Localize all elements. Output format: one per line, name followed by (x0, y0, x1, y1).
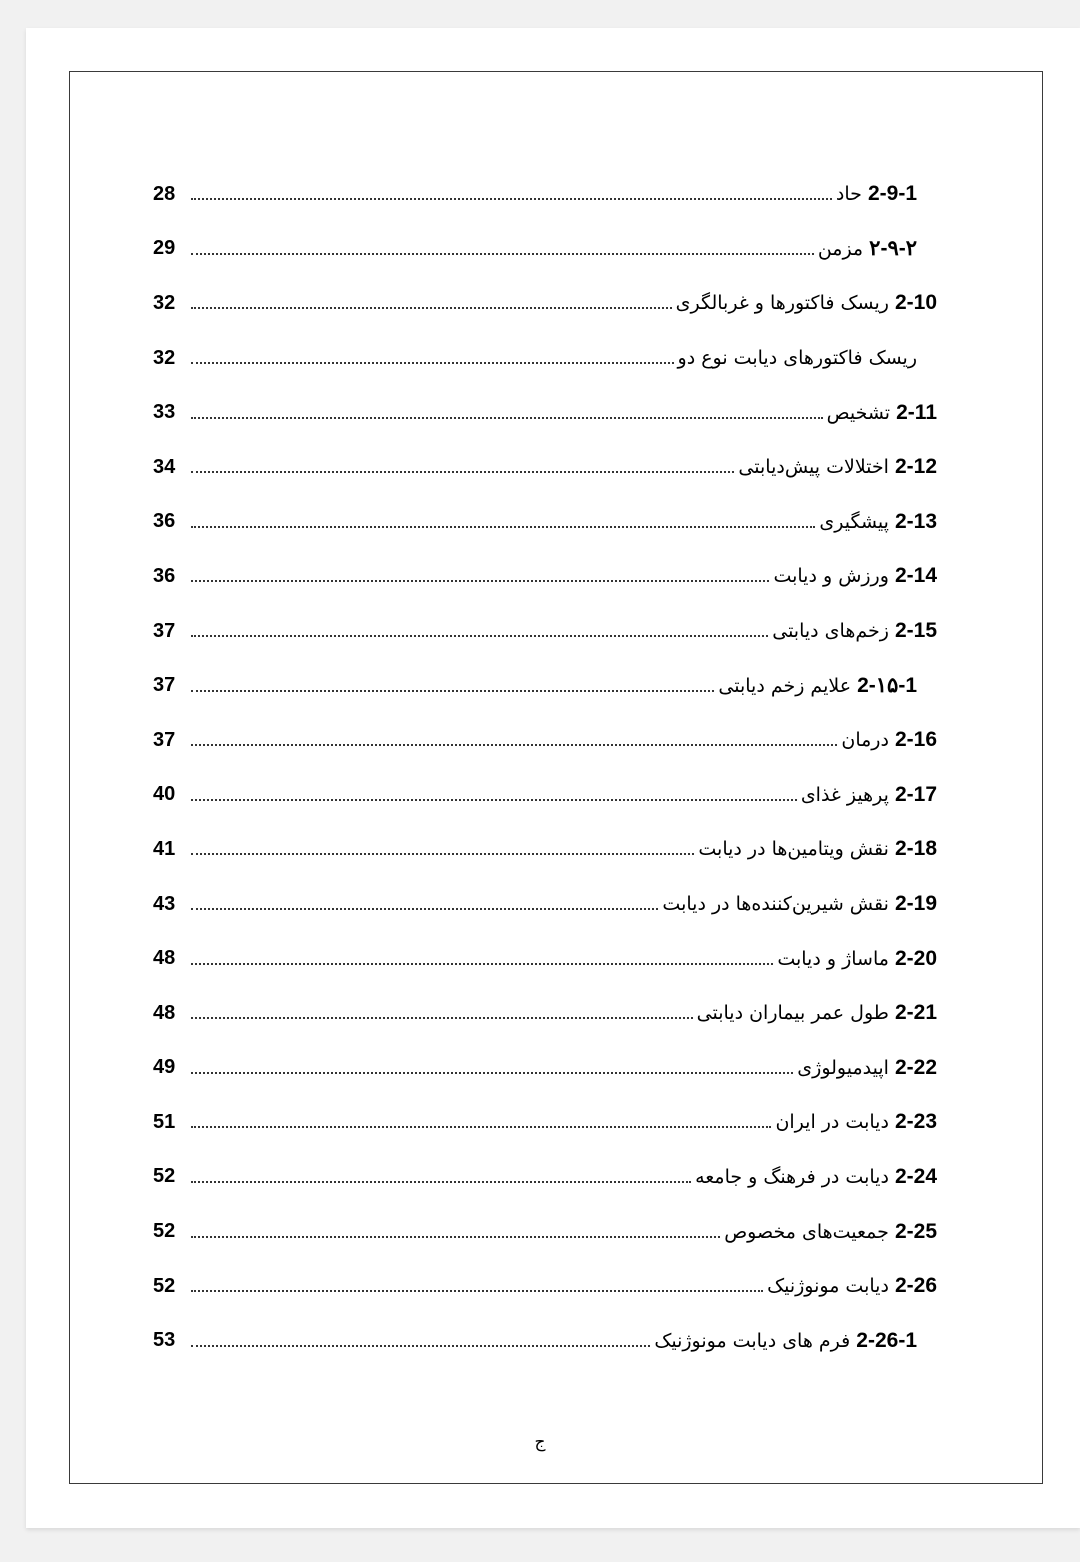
toc-section-title: دیابت مونوژنیک (767, 1275, 889, 1298)
toc-page-number: 43 (153, 892, 176, 915)
toc-page-number: 40 (153, 783, 176, 806)
toc-section-title: ماساژ و دیابت (777, 947, 889, 970)
toc-entry-title (819, 510, 937, 534)
toc-section-number: 2-16 (894, 728, 937, 752)
toc-page-number: 37 (153, 674, 176, 697)
toc-entry-title (801, 783, 937, 807)
toc-page-number: 36 (153, 564, 176, 587)
toc-entry-title (772, 619, 937, 643)
toc-entry[interactable] (153, 877, 937, 932)
toc-entry-title (676, 291, 937, 315)
toc-section-title: اپیدمیولوژی (797, 1056, 889, 1079)
toc-page-number: 32 (153, 291, 176, 314)
toc-entry[interactable] (153, 822, 937, 877)
toc-entry-title (773, 564, 937, 588)
dot-leader (191, 690, 714, 692)
toc-entry[interactable] (153, 549, 937, 604)
toc-section-number: 2-13 (894, 509, 937, 533)
dot-leader (191, 526, 815, 528)
dot-leader (191, 1345, 650, 1347)
toc-section-number: 2-26 (894, 1274, 937, 1298)
toc-entry[interactable] (153, 385, 937, 440)
toc-section-title: علایم زخم دیابتی (718, 675, 852, 698)
toc-page-number: 52 (153, 1165, 176, 1188)
toc-entry-title (695, 1165, 937, 1189)
toc-page-number: 52 (153, 1220, 176, 1243)
dot-leader (191, 1017, 693, 1019)
dot-leader (191, 1072, 793, 1074)
toc-entry-title (775, 1110, 937, 1134)
dot-leader (191, 635, 768, 637)
toc-section-title: مزمن (817, 238, 864, 261)
toc-section-title: طول عمر بیماران دیابتی (696, 1002, 889, 1025)
table-of-contents (153, 167, 937, 1368)
toc-page-number: 48 (153, 947, 176, 970)
toc-page-number: 33 (153, 401, 176, 424)
toc-section-title: جمعیت‌های مخصوص (724, 1220, 889, 1243)
toc-section-number: 2-11 (896, 400, 937, 424)
toc-entry-title (697, 1001, 937, 1025)
dot-leader (191, 799, 797, 801)
toc-entry-title (767, 1274, 937, 1298)
toc-section-title: تشخیص (826, 401, 891, 424)
toc-page-number: 28 (153, 182, 176, 205)
toc-entry[interactable] (153, 658, 937, 713)
toc-entry[interactable] (153, 495, 937, 550)
dot-leader (191, 198, 832, 200)
toc-entry-title (777, 947, 937, 971)
toc-section-title: پرهیز غذای (800, 783, 889, 806)
page-number-footer: ج (534, 1432, 546, 1452)
toc-entry-title (841, 728, 937, 752)
toc-section-number: ۲-۹-۲ (869, 237, 917, 261)
dot-leader (191, 908, 658, 910)
toc-entry[interactable] (153, 768, 937, 823)
toc-section-title: ورزش و دیابت (773, 565, 889, 588)
dot-leader (191, 963, 773, 965)
toc-section-title: زخم‌های دیابتی (772, 620, 889, 643)
dot-leader (191, 253, 814, 255)
toc-entry-title (662, 892, 937, 916)
toc-section-number: 2-22 (894, 1055, 937, 1079)
toc-section-title: فرم های دیابت مونوژنیک (654, 1329, 851, 1352)
dot-leader (191, 417, 823, 419)
toc-section-number: 2-24 (894, 1164, 937, 1188)
toc-page-number: 41 (153, 837, 176, 860)
toc-entry-title (836, 182, 937, 206)
toc-section-number: 2-21 (894, 1001, 937, 1025)
toc-section-number: 2-14 (894, 564, 937, 588)
toc-section-number: 2-23 (894, 1110, 937, 1134)
toc-page-number: 29 (153, 237, 176, 260)
toc-entry-title (797, 1056, 937, 1080)
toc-entry[interactable] (153, 931, 937, 986)
toc-entry[interactable] (153, 1041, 937, 1096)
toc-section-number: 2-9-1 (867, 182, 917, 206)
toc-entry-title (698, 837, 937, 861)
toc-entry[interactable] (153, 1204, 937, 1259)
dot-leader (191, 471, 734, 473)
toc-entry[interactable] (153, 986, 937, 1041)
toc-section-title: دیابت در ایران (775, 1111, 889, 1134)
toc-section-number: 2-25 (894, 1219, 937, 1243)
toc-section-number: 2-17 (894, 782, 937, 806)
toc-entry[interactable] (153, 222, 937, 277)
toc-entry-title (654, 1329, 937, 1353)
toc-entry[interactable] (153, 1259, 937, 1314)
toc-entry[interactable] (153, 713, 937, 768)
toc-entry-title (718, 673, 937, 698)
toc-entry[interactable] (153, 276, 937, 331)
toc-page-number: 36 (153, 510, 176, 533)
dot-leader (191, 744, 837, 746)
toc-section-title: درمان (841, 729, 889, 752)
toc-page-number: 48 (153, 1001, 176, 1024)
toc-section-number: 2-10 (894, 291, 937, 315)
dot-leader (191, 362, 674, 364)
toc-entry-title (818, 236, 937, 261)
toc-section-number: 2-26-1 (856, 1328, 917, 1352)
dot-leader (191, 307, 672, 309)
toc-page-number: 53 (153, 1329, 176, 1352)
toc-page-number: 32 (153, 346, 176, 369)
toc-entry-title (738, 455, 937, 479)
toc-entry[interactable] (153, 1095, 937, 1150)
toc-section-title: پیشگیری (819, 510, 889, 533)
toc-section-number: 2-12 (894, 455, 937, 479)
toc-page-number: 51 (153, 1110, 176, 1133)
toc-section-number: 2-19 (894, 892, 937, 916)
toc-entry[interactable] (153, 167, 937, 222)
toc-section-number: 2-20 (894, 946, 937, 970)
toc-entry[interactable] (153, 1150, 937, 1205)
toc-section-title: دیابت در فرهنگ و جامعه (695, 1165, 889, 1188)
toc-section-number: 2-18 (894, 837, 937, 861)
dot-leader (191, 1181, 691, 1183)
toc-page-number: 52 (153, 1274, 176, 1297)
toc-entry[interactable] (153, 331, 937, 386)
toc-entry-title (724, 1220, 937, 1244)
toc-section-title: ریسک فاکتورها و غربالگری (675, 292, 889, 315)
toc-page-number: 49 (153, 1056, 176, 1079)
toc-section-title: ریسک فاکتورهای دیابت نوع دو (677, 347, 917, 370)
dot-leader (191, 1290, 763, 1292)
toc-section-title: حاد (835, 183, 862, 206)
toc-section-number: 2-۱۵-1 (857, 674, 917, 698)
toc-entry-title (827, 401, 937, 425)
toc-entry[interactable] (153, 1313, 937, 1368)
toc-entry[interactable] (153, 604, 937, 659)
toc-section-title: اختلالات پیش‌دیابتی (738, 456, 889, 479)
toc-entry[interactable] (153, 440, 937, 495)
dot-leader (191, 1126, 771, 1128)
dot-leader (191, 853, 694, 855)
dot-leader (191, 1236, 720, 1238)
toc-section-title: نقش ویتامین‌ها در دیابت (698, 838, 889, 861)
toc-section-title: نقش شیرین‌کننده‌ها در دیابت (662, 893, 889, 916)
toc-page-number: 34 (153, 455, 176, 478)
toc-page-number: 37 (153, 619, 176, 642)
toc-page-number: 37 (153, 728, 176, 751)
toc-section-number: 2-15 (894, 619, 937, 643)
toc-entry-title (678, 346, 937, 370)
dot-leader (191, 580, 769, 582)
